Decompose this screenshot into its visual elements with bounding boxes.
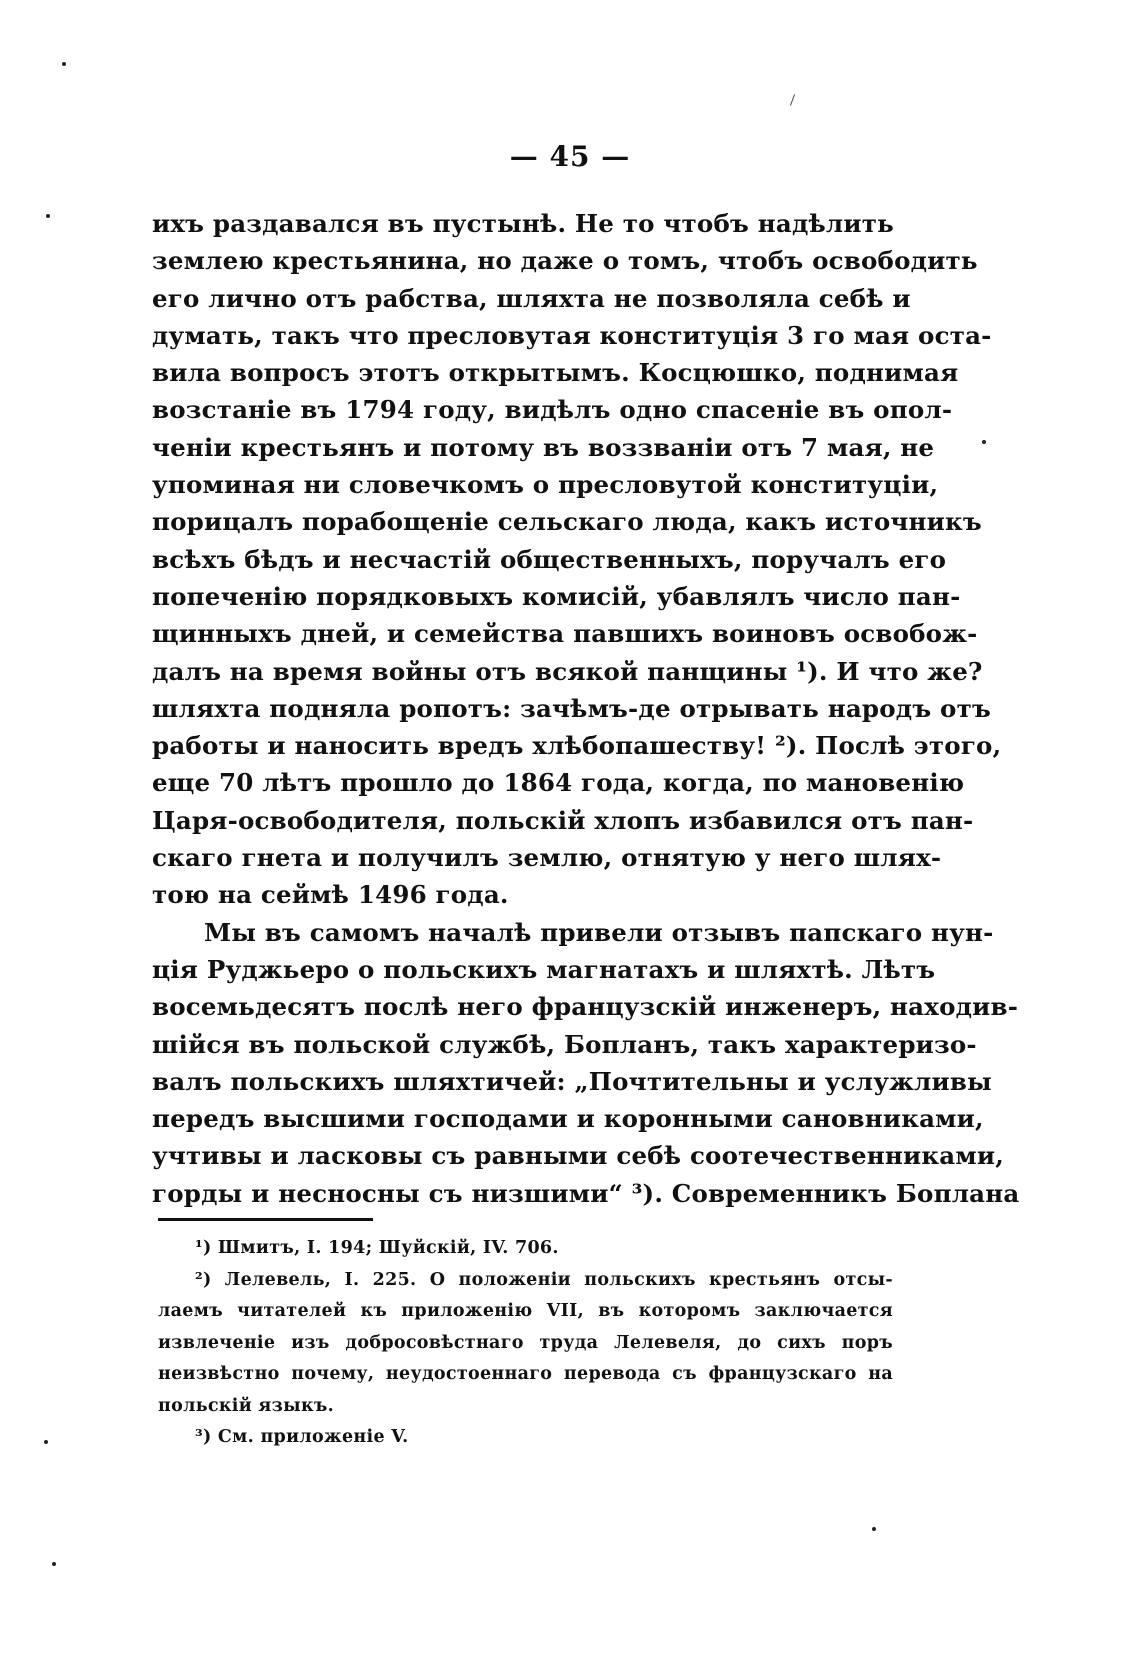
body-line: учтивы и ласковы съ равными себѣ соотечественниками, (152, 1141, 1004, 1171)
body-line: ихъ раздавался въ пустынѣ. Не то чтобъ надѣлить (152, 209, 894, 238)
body-line: щинныхъ дней, и семейства павшихъ воиновъ освобож- (152, 619, 978, 649)
body-line: горды и несносны съ низшими“ ³). Современникъ Боплана (152, 1178, 1020, 1208)
body-line: ція Руджьеро о польскихъ магнатахъ и шляхтѣ. Лѣтъ (152, 954, 936, 984)
body-line: возстаніе въ 1794 году, видѣлъ одно спасеніе въ опол- (152, 395, 953, 425)
body-line: его лично отъ рабства, шляхта не позволяла себѣ и (152, 283, 911, 313)
body-text (152, 205, 1020, 1212)
footnotes (158, 1233, 893, 1454)
body-line: шійся въ польской службѣ, Бопланъ, такъ характеризо- (152, 1029, 977, 1059)
scan-speck (982, 440, 986, 444)
footnote-line: польскій языкъ. (158, 1395, 335, 1416)
body-line: землею крестьянина, но даже о томъ, чтобъ освободить (152, 246, 978, 276)
scan-speck (62, 62, 66, 66)
scan-speck (872, 1527, 876, 1531)
body-line: Мы въ самомъ началѣ привели отзывъ папскаго нун- (204, 917, 994, 947)
scan-mark (790, 94, 795, 106)
footnote-divider (158, 1218, 373, 1221)
body-line: шляхта подняла ропотъ: зачѣмъ-де отрывать народъ отъ (152, 693, 991, 723)
footnote-line: ³) См. приложеніе V. (195, 1427, 409, 1447)
body-line: восемьдесятъ послѣ него французскій инженеръ, находив- (152, 992, 1019, 1022)
scan-speck (52, 1562, 56, 1566)
page-number: — 45 — (509, 140, 631, 173)
footnote-line: извлеченіе изъ добросовѣстнаго труда Лелевеля, до сихъ поръ (158, 1332, 893, 1353)
scan-speck (46, 214, 50, 218)
body-line: еще 70 лѣтъ прошло до 1864 года, когда, по мановенію (152, 768, 965, 798)
body-line: думать, такъ что пресловутая конституція 3 го мая оста- (152, 320, 992, 350)
body-line: ченіи крестьянъ и потому въ воззваніи отъ 7 мая, не (152, 432, 935, 462)
body-line: порицалъ порабощеніе сельскаго люда, какъ источникъ (152, 507, 982, 537)
footnote-line: ²) Лелевель, I. 225. О положеніи польскихъ крестьянъ отсы- (195, 1269, 893, 1290)
body-line: попеченію порядковыхъ комисій, убавлялъ число пан- (152, 581, 961, 611)
body-line: передъ высшими господами и коронными сановниками, (152, 1104, 984, 1134)
scan-speck (44, 1440, 48, 1444)
body-line: всѣхъ бѣдъ и несчастій общественныхъ, поручалъ его (152, 544, 947, 574)
footnote-line: неизвѣстно почему, неудостоеннаго перевода съ французскаго на (158, 1364, 893, 1384)
footnote-line: лаемъ читателей къ приложенію VII, въ которомъ заключается (158, 1301, 893, 1321)
body-line: вила вопросъ этотъ открытымъ. Косцюшко, поднимая (152, 358, 959, 388)
body-line: валъ польскихъ шляхтичей: „Почтительны и услужливы (152, 1066, 992, 1096)
body-line: далъ на время войны отъ всякой панщины ¹). И что же? (152, 656, 983, 686)
body-line: упоминая ни словечкомъ о пресловутой конституціи, (152, 470, 939, 500)
body-line: скаго гнета и получилъ землю, отнятую у него шлях- (152, 843, 942, 873)
footnote-line: ¹) Шмитъ, I. 194; Шуйскій, IV. 706. (195, 1238, 559, 1258)
body-line: Царя-освободителя, польскій хлопъ избавился отъ пан- (152, 805, 974, 835)
body-line: работы и наносить вредъ хлѣбопашеству! ²). Послѣ этого, (152, 731, 1002, 761)
body-line: тою на сеймѣ 1496 года. (152, 880, 509, 910)
